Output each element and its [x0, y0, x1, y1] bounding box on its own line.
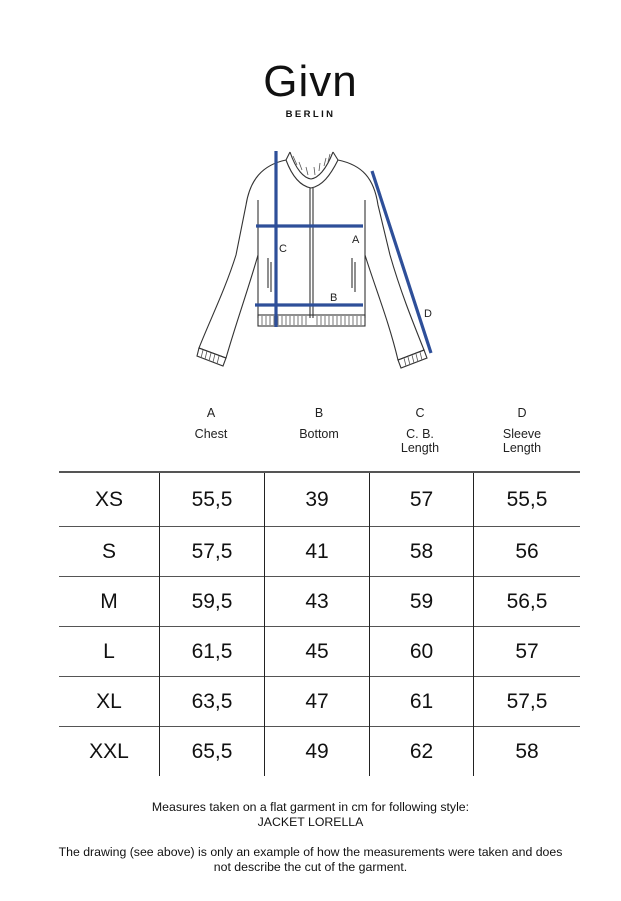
value-cell: 63,5: [160, 677, 265, 727]
column-header-bottom: [269, 406, 369, 441]
label-d: D: [424, 308, 432, 320]
value-cell: 49: [265, 727, 370, 777]
column-letter: A: [206, 406, 216, 420]
value-cell: 57,5: [160, 527, 265, 577]
size-cell: XL: [96, 689, 122, 713]
value-cell: 55,5: [160, 472, 265, 527]
measurement-note: [0, 800, 621, 830]
value-cell: 56: [474, 527, 581, 577]
value-cell: 59,5: [160, 577, 265, 627]
table-row: [59, 577, 580, 627]
size-cell: L: [103, 639, 115, 663]
column-letter: B: [314, 406, 324, 420]
label-b: B: [330, 292, 338, 304]
value-cell: 41: [265, 527, 370, 577]
table-row: [59, 727, 580, 777]
value-cell: 58: [474, 727, 581, 777]
measure-line-d: [372, 171, 431, 353]
value-cell: 43: [265, 577, 370, 627]
column-header-chest: [161, 406, 261, 441]
column-header-sleeve-length: [472, 406, 572, 455]
value-cell: 62: [370, 727, 474, 777]
label-a: A: [352, 234, 360, 246]
value-cell: 61: [370, 677, 474, 727]
value-cell: 57: [370, 472, 474, 527]
value-cell: 45: [265, 627, 370, 677]
column-label: C. B. Length: [400, 427, 440, 455]
value-cell: 58: [370, 527, 474, 577]
value-cell: 39: [265, 472, 370, 527]
note-line: The drawing (see above) is only an example of how the measurements were taken and does: [58, 845, 563, 859]
table-row: [59, 627, 580, 677]
value-cell: 57: [474, 627, 581, 677]
size-cell: M: [100, 589, 118, 613]
style-name: JACKET LORELLA: [257, 815, 364, 829]
table-row: [59, 472, 580, 527]
column-letter: D: [517, 406, 527, 420]
column-label: Chest: [194, 427, 228, 441]
disclaimer-note: [0, 845, 621, 875]
label-c: C: [279, 243, 287, 255]
table-row: [59, 527, 580, 577]
jacket-measurement-diagram: [0, 0, 621, 400]
brand-location: BERLIN: [285, 109, 336, 120]
size-cell: S: [101, 539, 116, 563]
column-letter: C: [415, 406, 425, 420]
value-cell: 56,5: [474, 577, 581, 627]
note-line: Measures taken on a flat garment in cm for following style:: [151, 800, 470, 814]
column-label: Bottom: [299, 427, 339, 441]
value-cell: 65,5: [160, 727, 265, 777]
column-label: Sleeve Length: [502, 427, 542, 455]
size-chart-table: [59, 471, 580, 776]
value-cell: 47: [265, 677, 370, 727]
size-cell: XS: [94, 487, 123, 511]
brand-logo: Givn: [263, 57, 358, 106]
table-row: [59, 677, 580, 727]
value-cell: 57,5: [474, 677, 581, 727]
value-cell: 55,5: [474, 472, 581, 527]
note-line: not describe the cut of the garment.: [213, 860, 408, 874]
value-cell: 60: [370, 627, 474, 677]
size-cell: XXL: [89, 739, 129, 763]
value-cell: 61,5: [160, 627, 265, 677]
value-cell: 59: [370, 577, 474, 627]
column-header-cb-length: [370, 406, 470, 455]
